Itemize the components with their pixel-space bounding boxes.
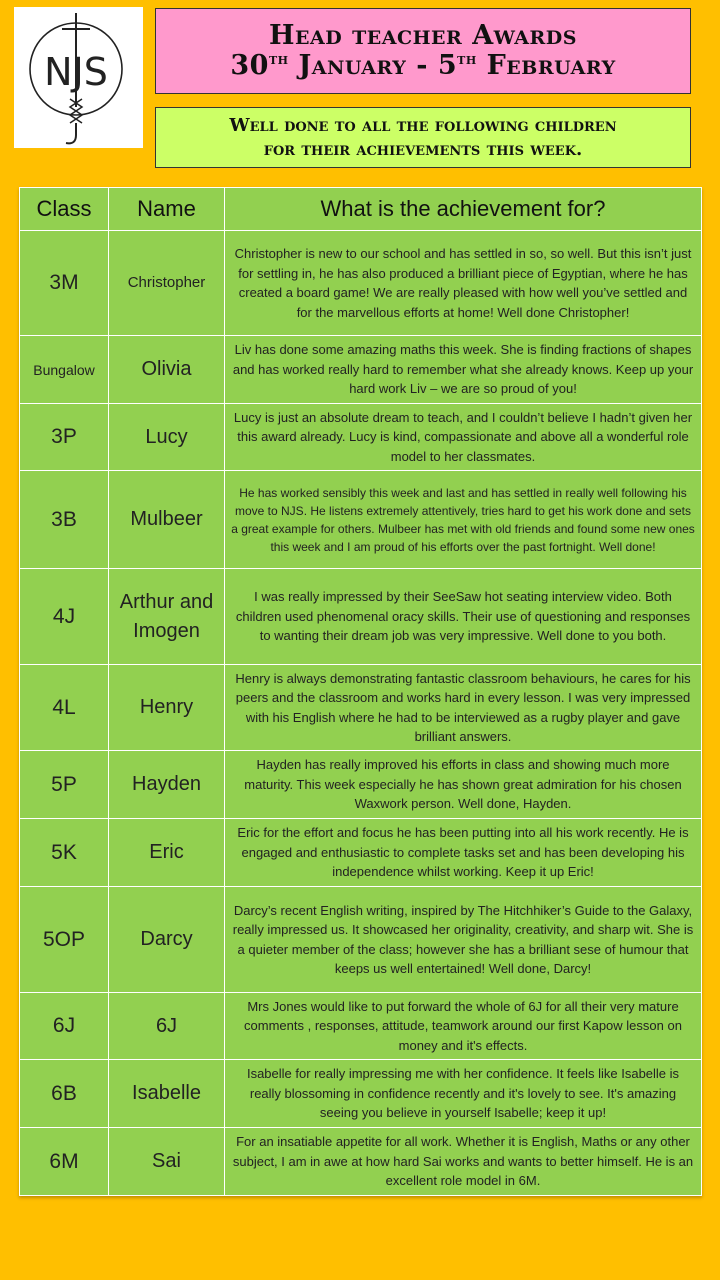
achievement-cell: Eric for the effort and focus he has been putting into all his work recently. He is engaged and enthusiastic to complete tasks set and has been developing his independence whilst working. Keep it up Eric! <box>225 819 702 887</box>
name-cell: Eric <box>109 819 225 887</box>
class-cell: 4L <box>20 665 109 751</box>
date-range <box>230 51 615 81</box>
class-cell: 6J <box>20 993 109 1060</box>
achievement-cell: I was really impressed by their SeeSaw hot seating interview video. Both children used phenomenal oracy skills. Their use of questioning and responses to wanting their dream job was very impressive. Well done to you both. <box>225 569 702 665</box>
table-header-row <box>20 188 702 231</box>
name-cell: 6J <box>109 993 225 1060</box>
table-row <box>20 1128 702 1196</box>
table-row <box>20 819 702 887</box>
table-row <box>20 336 702 404</box>
table-row <box>20 231 702 336</box>
date-end-day: 5 <box>437 50 458 81</box>
name-cell: Christopher <box>109 231 225 336</box>
achievement-cell: Henry is always demonstrating fantastic classroom behaviours, he cares for his peers and the classroom and works hard in every lesson. I was very impressed with his English where he had to be interviewed as a rugby player and gave brilliant answers. <box>225 665 702 751</box>
achievement-cell: For an insatiable appetite for all work. Whether it is English, Maths or any other subject, I am in awe at how hard Sai works and wants to better himself. He is an excellent role model in 6M. <box>225 1128 702 1196</box>
name-cell: Isabelle <box>109 1060 225 1128</box>
class-cell: 5OP <box>20 887 109 993</box>
header-class: Class <box>20 188 109 231</box>
date-start-suffix: th <box>268 50 289 68</box>
class-cell: 3B <box>20 471 109 569</box>
date-end-month: February <box>486 50 616 81</box>
title-banner <box>155 8 691 94</box>
table-row <box>20 665 702 751</box>
table-row <box>20 751 702 819</box>
name-cell: Sai <box>109 1128 225 1196</box>
date-start-month: January - <box>298 50 428 81</box>
table-row <box>20 887 702 993</box>
name-cell: Arthur and Imogen <box>109 569 225 665</box>
class-cell: 3P <box>20 404 109 471</box>
achievement-cell: Isabelle for really impressing me with her confidence. It feels like Isabelle is really blossoming in confidence recently and it's lovely to see. It's amazing seeing you believe in yourself Isabelle; keep it up! <box>225 1060 702 1128</box>
name-cell: Hayden <box>109 751 225 819</box>
page-title: Head teacher Awards <box>268 19 578 51</box>
name-cell: Henry <box>109 665 225 751</box>
class-cell: 4J <box>20 569 109 665</box>
achievement-cell: Darcy’s recent English writing, inspired by The Hitchhiker’s Guide to the Galaxy, really impressed us. It showcased her originality, creativity, and sharp wit. She is a quieter member of the class; however she has a brilliant sese of humour that keeps us well entertained! Well done, Darcy! <box>225 887 702 993</box>
table-row <box>20 569 702 665</box>
achievement-cell: Hayden has really improved his efforts in class and showing much more maturity. This week especially he has shown great admiration for his chosen Waxwork person. Well done, Hayden. <box>225 751 702 819</box>
achievement-cell: Mrs Jones would like to put forward the whole of 6J for all their very mature comments , responses, attitude, teamwork around our first Kapow lesson on money and it's effects. <box>225 993 702 1060</box>
school-logo <box>14 7 143 148</box>
date-end-suffix: th <box>457 50 477 68</box>
name-cell: Olivia <box>109 336 225 404</box>
class-cell: Bungalow <box>20 336 109 404</box>
class-cell: 5K <box>20 819 109 887</box>
table-row <box>20 1060 702 1128</box>
class-cell: 5P <box>20 751 109 819</box>
class-cell: 6B <box>20 1060 109 1128</box>
achievement-cell: Liv has done some amazing maths this week. She is finding fractions of shapes and has worked really hard to remember what she already knows. Keep up your hard work Liv – we are so proud of you! <box>225 336 702 404</box>
njs-crest-icon <box>14 7 143 148</box>
class-cell: 6M <box>20 1128 109 1196</box>
awards-table <box>19 187 702 1196</box>
achievement-cell: Christopher is new to our school and has settled in so, so well. But this isn’t just for settling in, he has also produced a brilliant piece of Egyptian, where he has created a board game! We are really pleased with how well you’ve settled and for the marvellous efforts at home! Well done Christopher! <box>225 231 702 336</box>
subtitle-banner <box>155 107 691 168</box>
name-cell: Darcy <box>109 887 225 993</box>
table-row <box>20 471 702 569</box>
logo-text: NJS <box>44 50 108 94</box>
subtitle-line-2: for their achievements this week. <box>263 138 583 160</box>
achievement-cell: He has worked sensibly this week and last and has settled in really well following his move to NJS. He listens extremely attentively, tries hard to get his work done and sets a great example for others. Mulbeer has met with old friends and found some new ones this week and I am proud of his efforts over the past fortnight. Well done! <box>225 471 702 569</box>
date-start-day: 30 <box>230 50 269 81</box>
achievement-cell: Lucy is just an absolute dream to teach, and I couldn’t believe I hadn’t given her this award already. Lucy is kind, compassionate and above all a wonderful role model to her classmates. <box>225 404 702 471</box>
name-cell: Lucy <box>109 404 225 471</box>
class-cell: 3M <box>20 231 109 336</box>
name-cell: Mulbeer <box>109 471 225 569</box>
subtitle-line-1: Well done to all the following children <box>229 115 617 137</box>
header-name: Name <box>109 188 225 231</box>
table-row <box>20 404 702 471</box>
header-achievement: What is the achievement for? <box>225 188 702 231</box>
table-row <box>20 993 702 1060</box>
